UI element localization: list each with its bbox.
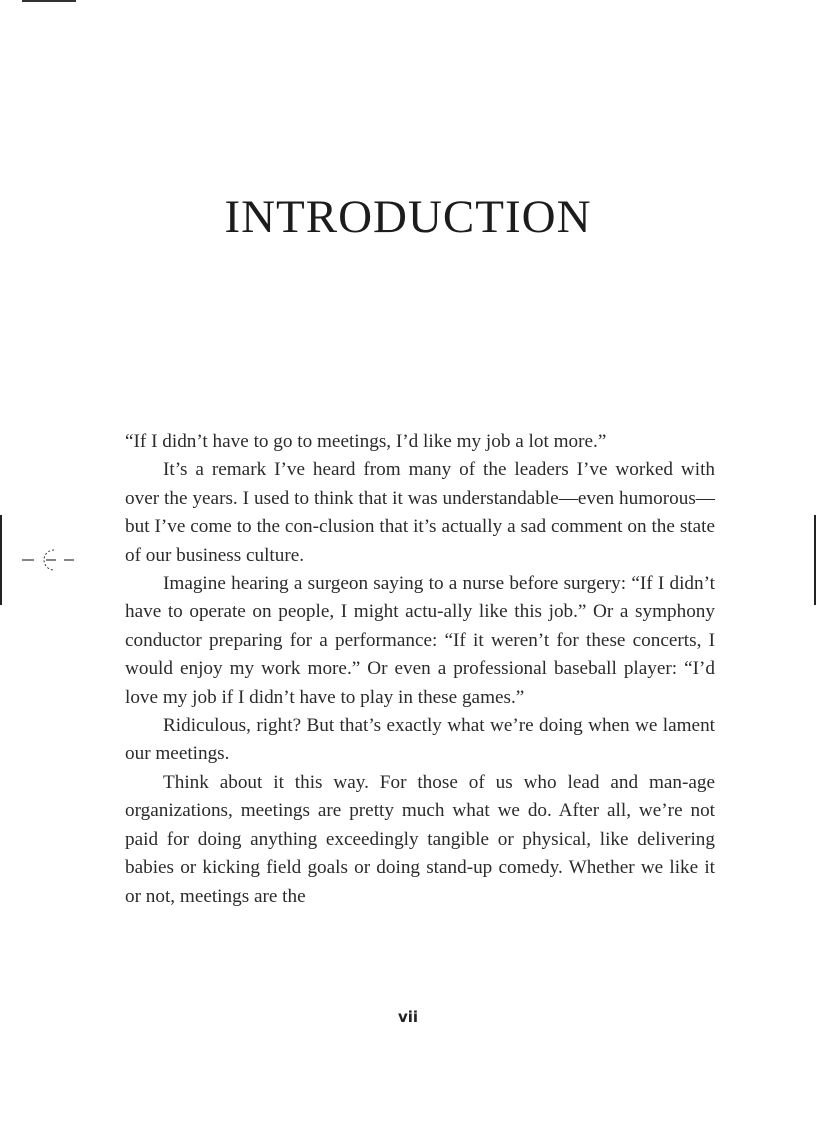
body-text (125, 428, 715, 911)
paragraph: Think about it this way. For those of us who lead and man-age organizations, meetings are pretty much what we do. After all, we’re not paid for doing anything exceedingly tangible or physical, like delivering babies or kicking field goals or doing stand-up comedy. Whether we like it or not, meetings are the (125, 771, 715, 907)
paragraph: Imagine hearing a surgeon saying to a nurse before surgery: “If I didn’t have to operate on people, I might actu-ally like this job.” Or a symphony conductor preparing for a performance: “If it weren’t for these concerts, I would enjoy my work more.” Or even a professional baseball player: “I’d love my job if I didn’t have to play in these games.” (125, 573, 715, 708)
paragraph: “If I didn’t have to go to meetings, I’d like my job a lot more.” (125, 431, 607, 452)
crop-mark-left (0, 515, 2, 605)
page-number: vii (397, 1008, 419, 1026)
paragraph: It’s a remark I’ve heard from many of the leaders I’ve worked with over the years. I used to think that it was understandable—even humorous—but I’ve come to the con-clusion that it’s actually a sad comment on the state of our business culture. (125, 459, 715, 566)
crop-mark-top (22, 0, 76, 2)
registration-mark-icon (22, 546, 78, 576)
chapter-title: INTRODUCTION (224, 191, 592, 243)
paragraph: Ridiculous, right? But that’s exactly what we’re doing when we lament our meetings. (125, 715, 715, 765)
